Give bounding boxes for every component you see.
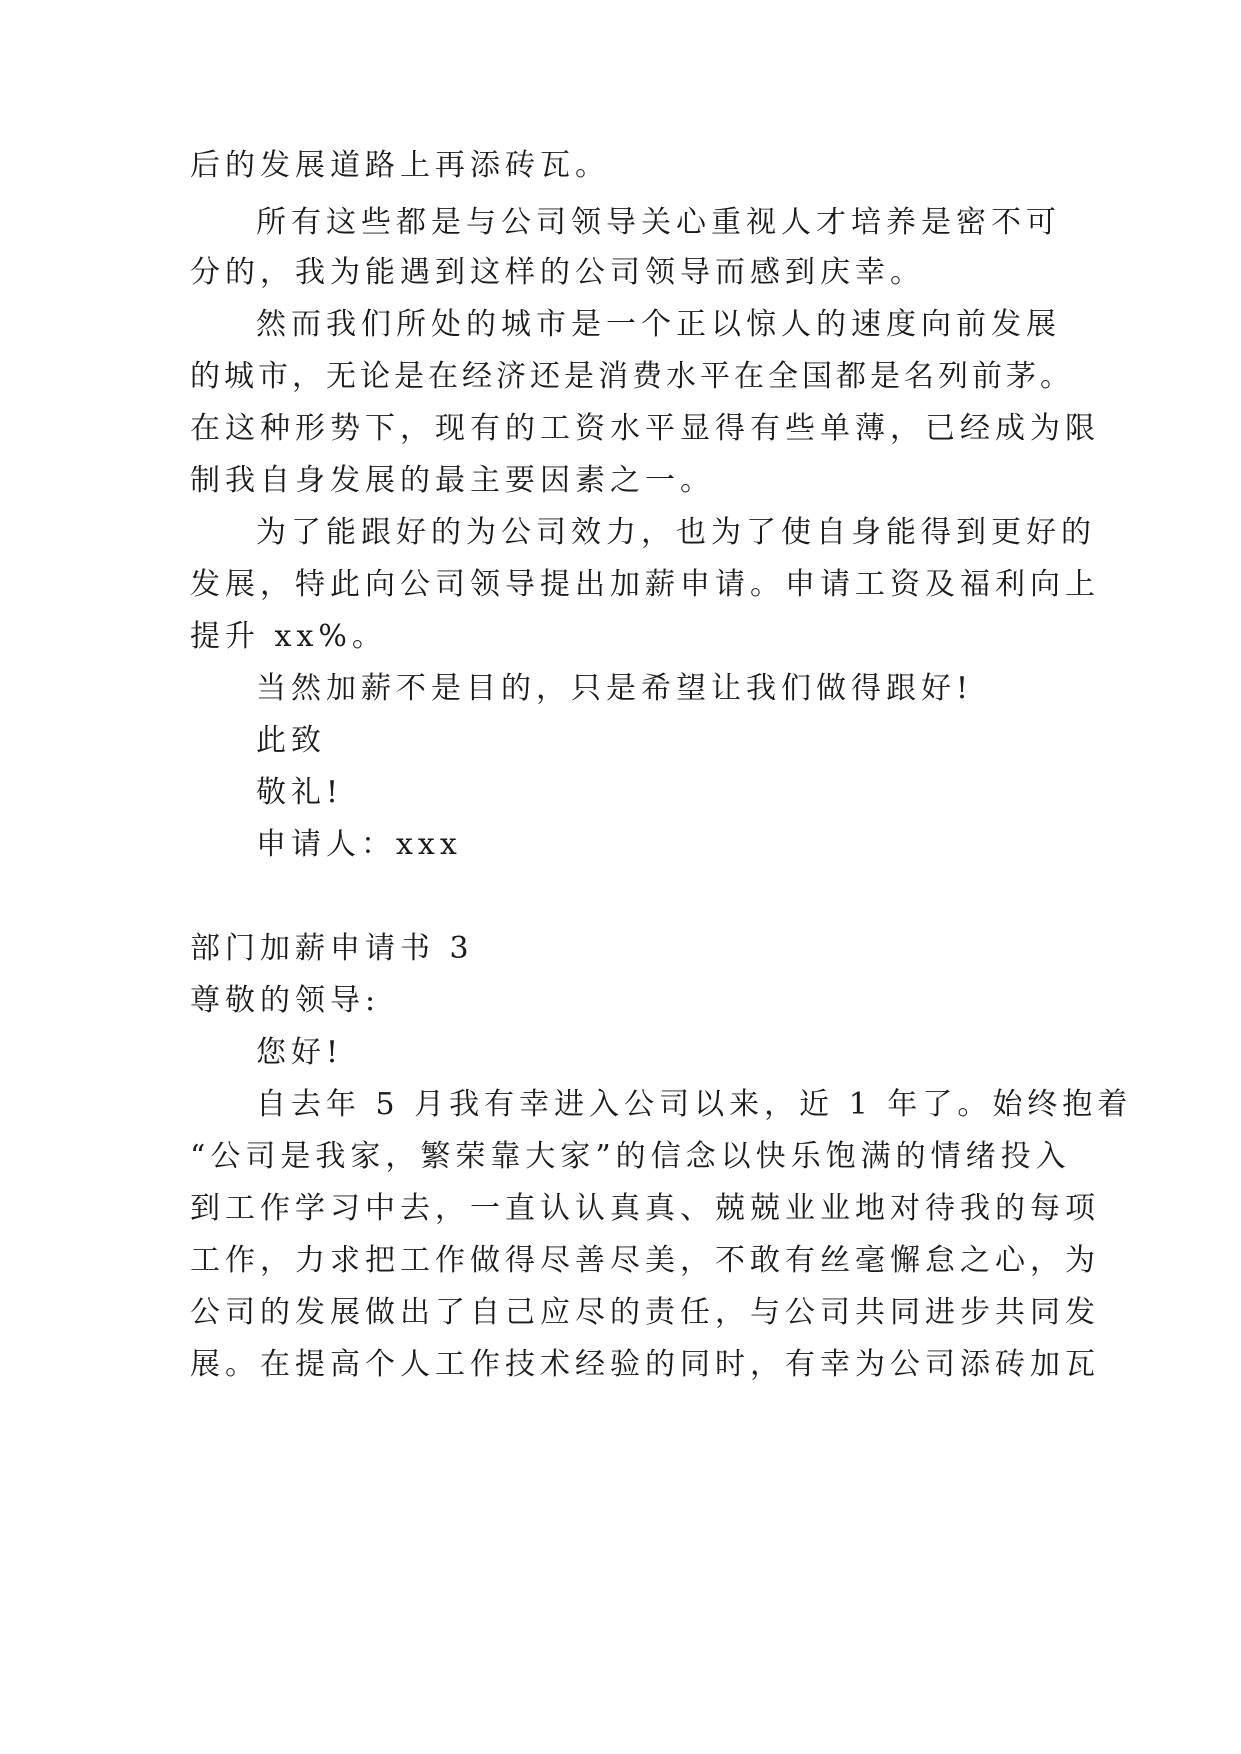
text-line: 展。在提高个人工作技术经验的同时，有幸为公司添砖加瓦 bbox=[190, 1347, 1100, 1382]
section-title: 部门加薪申请书 3 bbox=[190, 931, 474, 966]
text-line: 此致 bbox=[256, 723, 326, 758]
text-line: 为了能跟好的为公司效力，也为了使自身能得到更好的 bbox=[256, 515, 1096, 550]
text-line: 所有这些都是与公司领导关心重视人才培养是密不可 bbox=[256, 205, 1061, 240]
text-line: 当然加薪不是目的，只是希望让我们做得跟好! bbox=[256, 671, 974, 706]
text-line: 自去年 5 月我有幸进入公司以来，近 1 年了。始终抱着 bbox=[256, 1087, 1133, 1122]
text-line: 在这种形势下，现有的工资水平显得有些单薄，已经成为限 bbox=[190, 411, 1100, 446]
signature-line: 申请人：xxx bbox=[256, 827, 462, 862]
text-line: 提升 xx%。 bbox=[190, 619, 387, 654]
text-line: “公司是我家，繁荣靠大家”的信念以快乐饱满的情绪投入 bbox=[190, 1139, 1071, 1174]
text-line: 分的，我为能遇到这样的公司领导而感到庆幸。 bbox=[190, 255, 925, 290]
text-line: 敬礼! bbox=[256, 775, 344, 810]
text-line: 发展，特此向公司领导提出加薪申请。申请工资及福利向上 bbox=[190, 567, 1100, 602]
text-line: 后的发展道路上再添砖瓦。 bbox=[190, 148, 610, 183]
text-line: 的城市，无论是在经济还是消费水平在全国都是名列前茅。 bbox=[190, 359, 1074, 394]
salutation: 尊敬的领导: bbox=[190, 983, 381, 1018]
text-line: 制我自身发展的最主要因素之一。 bbox=[190, 463, 715, 498]
text-line: 公司的发展做出了自己应尽的责任，与公司共同进步共同发 bbox=[190, 1295, 1100, 1330]
text-line: 然而我们所处的城市是一个正以惊人的速度向前发展 bbox=[256, 307, 1061, 342]
text-line: 到工作学习中去，一直认认真真、兢兢业业地对待我的每项 bbox=[190, 1191, 1100, 1226]
text-line: 工作，力求把工作做得尽善尽美，不敢有丝毫懈怠之心，为 bbox=[190, 1243, 1100, 1278]
greeting: 您好! bbox=[256, 1035, 344, 1070]
